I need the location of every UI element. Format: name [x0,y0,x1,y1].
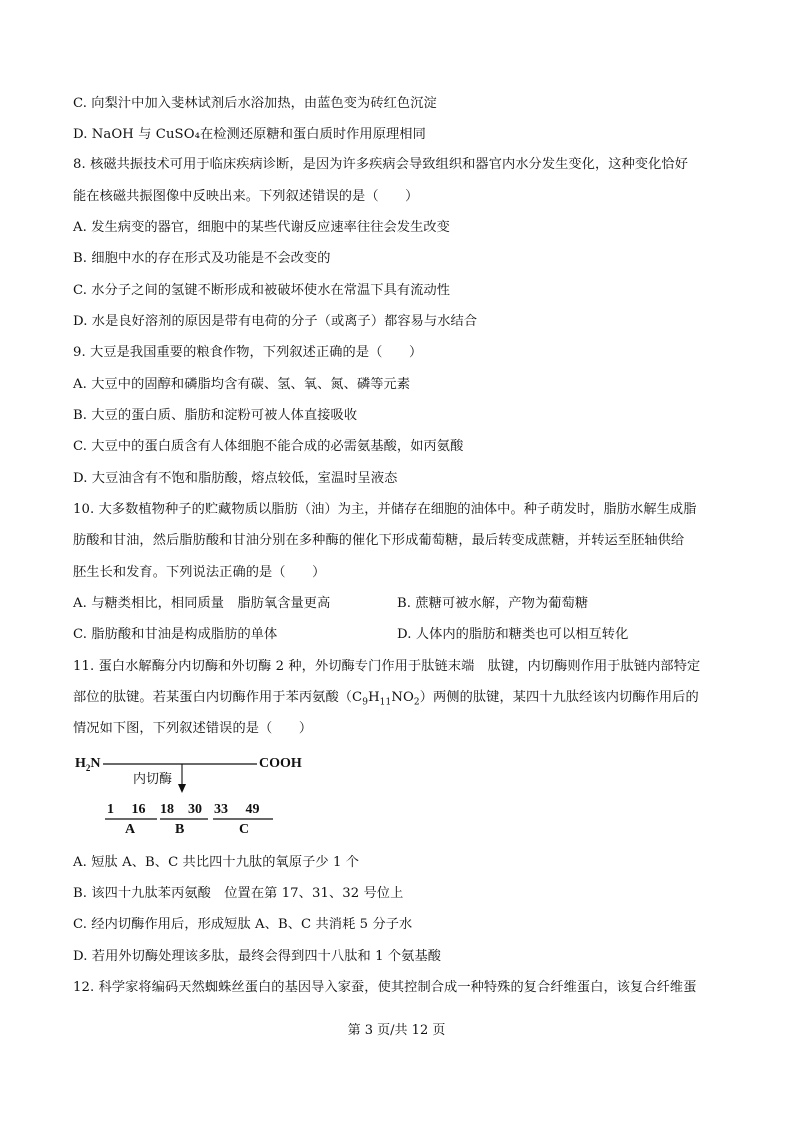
q11-option-c: C. 经内切酶作用后，形成短肽 A、B、C 共消耗 5 分子水 [73,917,413,932]
q10-option-d: D. 人体内的脂肪和糖类也可以相互转化 [397,627,629,642]
q8-option-b: B. 细胞中水的存在形式及功能是不会改变的 [73,251,331,266]
q8-option-d: D. 水是良好溶剂的原因是带有电荷的分子（或离子）都容易与水结合 [73,314,478,329]
q9-stem: 9. 大豆是我国重要的粮食作物，下列叙述正确的是（ ） [73,345,423,360]
q8-stem-line2: 能在核磁共振图像中反映出来。下列叙述错误的是（ ） [73,189,419,204]
amino-terminus-label: $H_2N$ [75,756,101,773]
q10-option-c: C. 脂肪酸和甘油是构成脂肪的单体 [73,627,278,642]
q11-option-b: B. 该四十九肽苯丙氨酸 位置在第 17、31、32 号位上 [73,886,404,901]
segment-b-label: B [175,822,185,837]
q11-option-a: A. 短肽 A、B、C 共比四十九肽的氧原子少 1 个 [73,855,360,870]
enzyme-arrow-head [178,784,186,793]
q8-option-c: C. 水分子之间的氢键不断形成和被破坏使水在常温下具有流动性 [73,283,451,298]
q12-stem-line1: 12. 科学家将编码天然蜘蛛丝蛋白的基因导入家蚕，使其控制合成一种特殊的复合纤维蛋白，该复合纤维蛋 [73,980,697,995]
q10-stem-line2: 肪酸和甘油，然后脂肪酸和甘油分别在多种酶的催化下形成葡萄糖，最后转变成蔗糖，并转运至胚轴供给 [73,533,685,548]
q7-option-c: C. 向梨汁中加入斐林试剂后水浴加热，由蓝色变为砖红色沉淀 [73,96,437,111]
q10-option-a: A. 与糖类相比，相同质量 脂肪氧含量更高 [73,596,331,611]
segment-a-range: 1 16 [107,802,146,817]
diagram-lines [73,748,373,848]
q9-option-d: D. 大豆油含有不饱和脂肪酸，熔点较低，室温时呈液态 [73,471,398,486]
q9-option-a: A. 大豆中的固醇和磷脂均含有碳、氢、氧、氮、磷等元素 [73,377,411,392]
q9-option-c: C. 大豆中的蛋白质含有人体细胞不能合成的必需氨基酸，如丙氨酸 [73,439,464,454]
endopeptidase-label: 内切酶 [133,772,173,787]
q11-stem-line3: 情况如下图，下列叙述错误的是（ ） [73,721,313,736]
segment-a-label: A [125,822,136,837]
q10-option-b: B. 蔗糖可被水解，产物为葡萄糖 [397,596,589,611]
q11-option-d: D. 若用外切酶处理该多肽，最终会得到四十八肽和 1 个氨基酸 [73,949,442,964]
segment-b-range: 18 30 [160,802,202,817]
q7-option-d: D. NaOH 与 CuSO₄在检测还原糖和蛋白质时作用原理相同 [73,127,426,142]
segment-c-label: C [239,822,250,837]
q10-stem-line3: 胚生长和发育。下列说法正确的是（ ） [73,565,326,580]
q11-stem-line2: 部位的肽键。若某蛋白内切酶作用于苯丙氨酸$(C_9H_{11}NO_2)$两侧的肽键，某四十九肽经该内切酶作用后的 [73,690,699,708]
q10-stem-line1: 10. 大多数植物种子的贮藏物质以脂肪（油）为主，并储存在细胞的油体中。种子萌发时，脂肪水解生成脂 [73,502,697,517]
q11-stem-line1: 11. 蛋白水解酶分内切酶和外切酶 2 种，外切酶专门作用于肽链末端 肽键，内切酶则作用于肽链内部特定 [73,659,701,674]
peptide-cleavage-diagram [73,748,373,848]
page-footer: 第 3 页/共 12 页 [347,1023,446,1038]
q8-stem-line1: 8. 核磁共振技术可用于临床疾病诊断，是因为许多疾病会导致组织和器官内水分发生变化，这种变化恰好 [73,157,689,172]
q9-option-b: B. 大豆的蛋白质、脂肪和淀粉可被人体直接吸收 [73,408,358,423]
q8-option-a: A. 发生病变的器官，细胞中的某些代谢反应速率往往会发生改变 [73,220,450,235]
segment-c-range: 33 49 [214,802,260,817]
carboxyl-terminus-label: COOH [259,756,302,771]
